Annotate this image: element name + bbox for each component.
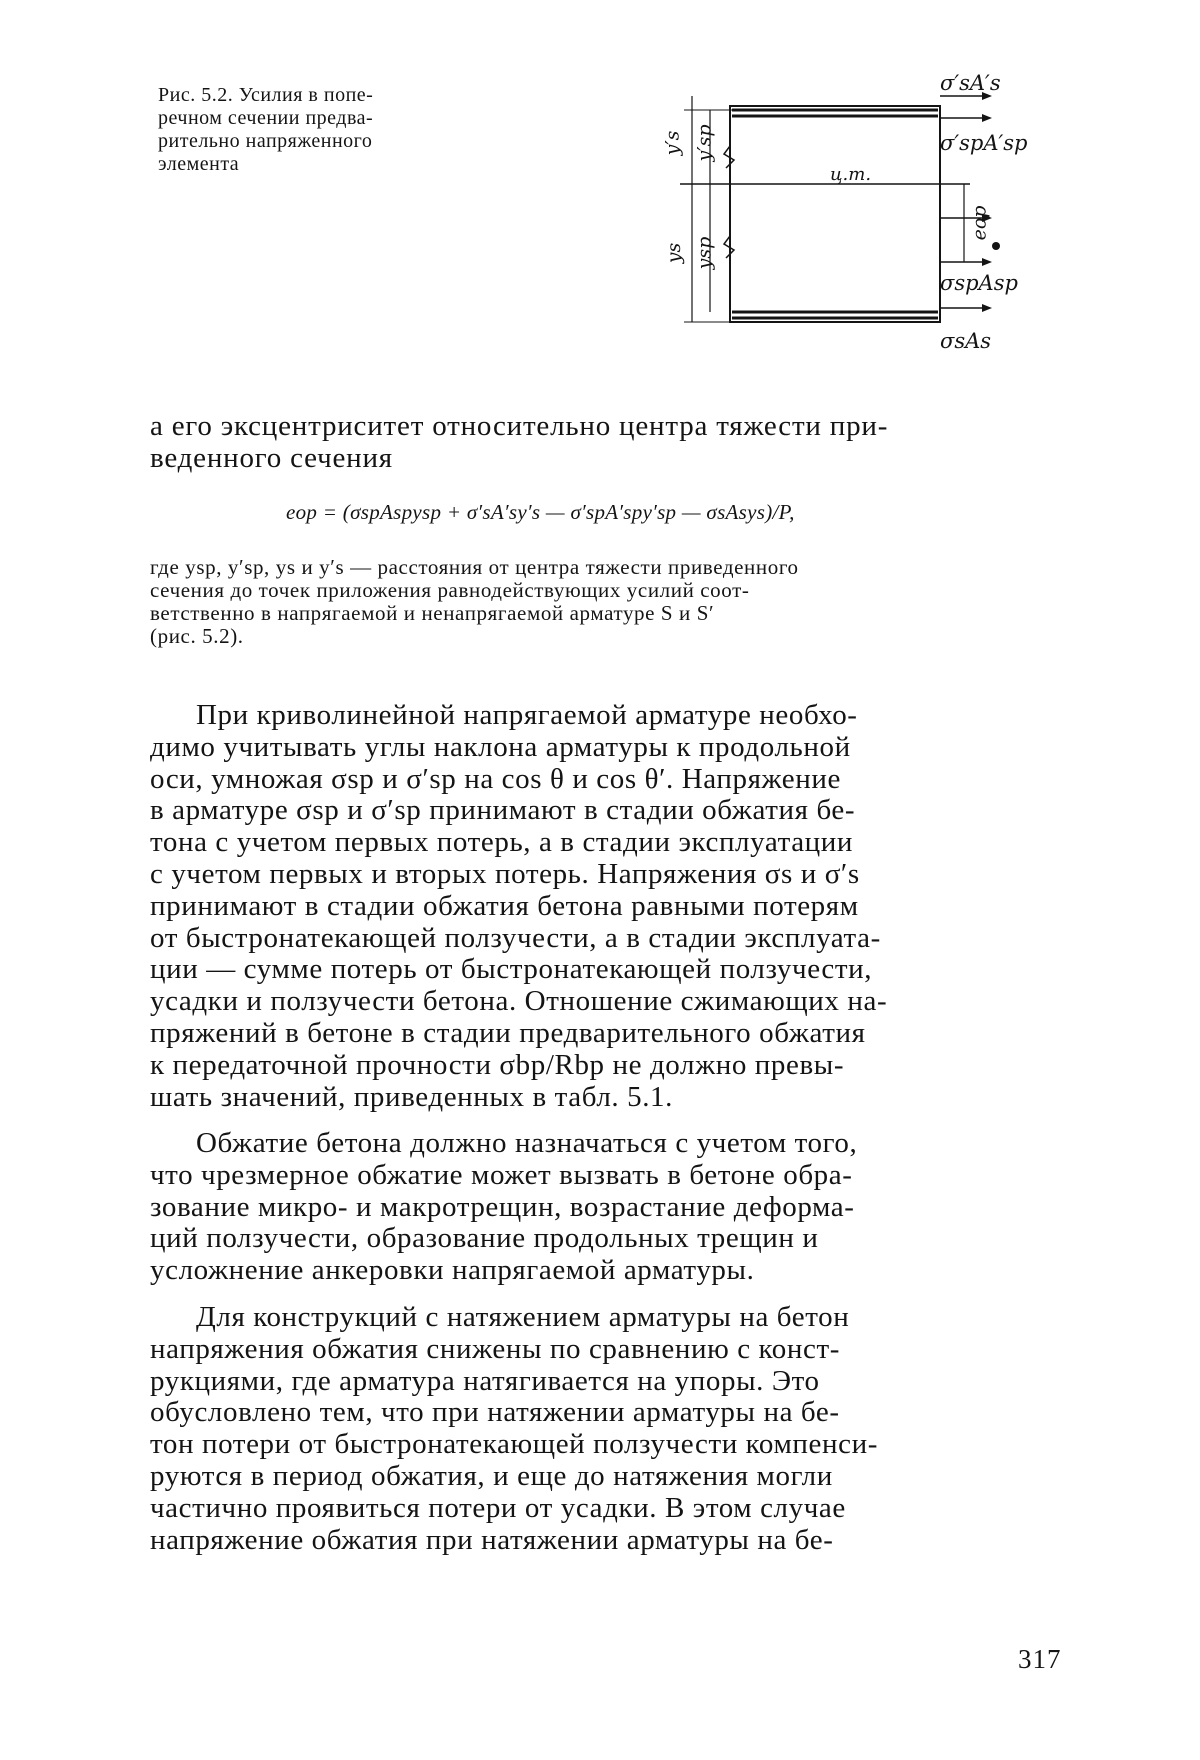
text-line: веденного сечения xyxy=(150,442,393,474)
text-line: усложнение анкеровки напрягаемой арматуры. xyxy=(150,1254,755,1287)
text-line: димо учитывать углы наклона арматуры к продольной xyxy=(150,730,851,763)
caption-line: речном сечении предва- xyxy=(158,107,374,129)
text-line: в арматуре σsp и σ′sp принимают в стадии обжатия бе- xyxy=(150,794,856,827)
centroid-label: ц.т. xyxy=(830,164,872,185)
text-line: напряжение обжатия при натяжении арматуры на бе- xyxy=(150,1523,834,1556)
text-line: оси, умножая σsp и σ′sp на cos θ и cos θ′. Напряжение xyxy=(150,762,841,795)
figure-caption xyxy=(158,84,508,176)
note-line: (рис. 5.2). xyxy=(150,624,244,648)
e-op-label: eop xyxy=(968,205,991,241)
caption-line: Рис. 5.2. Усилия в попе- xyxy=(158,84,374,106)
text-line: напряжения обжатия снижены по сравнению с конст- xyxy=(150,1332,840,1365)
sigma-sp-label: σspAsp xyxy=(940,271,1018,295)
text-line: пряжений в бетоне в стадии предварительного обжатия xyxy=(150,1016,866,1049)
caption-line: рительно напряженного xyxy=(158,130,373,152)
y-s-label: ys xyxy=(663,242,686,264)
text-line: от быстронатекающей ползучести, а в стадии эксплуата- xyxy=(150,921,881,954)
intro-paragraph xyxy=(150,410,1070,474)
cross-section-figure xyxy=(640,66,1070,366)
note-line: где ysp, y′sp, ys и y′s — расстояния от центра тяжести приведенного xyxy=(150,555,799,579)
sigma-sp-prime-label: σ′spA′sp xyxy=(940,131,1028,155)
note-line: ветственно в напрягаемой и ненапрягаемой арматуре S и S′ xyxy=(150,601,715,625)
text-line: к передаточной прочности σbp/Rbp не должно превы- xyxy=(150,1048,845,1081)
text-line: зование микро- и макротрещин, возрастание деформа- xyxy=(150,1190,855,1223)
text-line: Для конструкций с натяжением арматуры на бетон xyxy=(196,1301,850,1333)
cross-section-drawing xyxy=(640,66,1070,366)
text-line: При криволинейной напрягаемой арматуре необхо- xyxy=(196,699,858,731)
text-line: а его эксцентриситет относительно центра тяжести при- xyxy=(150,410,889,442)
caption-line: элемента xyxy=(158,153,240,175)
paragraph-curved-tendons xyxy=(150,700,1070,1113)
text-line: усадки и ползучести бетона. Отношение сжимающих на- xyxy=(150,985,888,1018)
sigma-s-label: σsAs xyxy=(940,329,992,353)
note-line: сечения до точек приложения равнодействующих усилий соот- xyxy=(150,578,750,602)
text-line: ции — сумме потерь от быстронатекающей ползучести, xyxy=(150,953,873,986)
text-line: Обжатие бетона должно назначаться с учетом того, xyxy=(196,1127,858,1159)
paragraph-compression-limits xyxy=(150,1128,1070,1287)
text-line: тон потери от быстронатекающей ползучести компенси- xyxy=(150,1428,878,1461)
text-line: шать значений, приведенных в табл. 5.1. xyxy=(150,1080,673,1113)
text-line: рукциями, где арматура натягивается на упоры. Это xyxy=(150,1364,820,1397)
text-line: руются в период обжатия, и еще до натяжения могли xyxy=(150,1459,833,1492)
text-line: с учетом первых и вторых потерь. Напряжения σs и σ′s xyxy=(150,857,860,890)
text-line: ций ползучести, образование продольных трещин и xyxy=(150,1222,819,1255)
page-number: 317 xyxy=(1018,1644,1062,1674)
text-line: обусловлено тем, что при натяжении арматуры на бе- xyxy=(150,1396,840,1429)
sigma-s-prime-label: σ′sA′s xyxy=(940,71,1001,95)
y-s-prime-label: y′s xyxy=(661,130,684,156)
eccentricity-formula: eop = (σspAspysp + σ′sA′sy′s — σ′spA′spy′sp — σsAsys)/P, xyxy=(286,500,795,524)
definition-note xyxy=(150,556,1070,648)
y-sp-label: ysp xyxy=(693,236,716,270)
text-line: что чрезмерное обжатие может вызвать в бетоне обра- xyxy=(150,1158,853,1191)
text-line: принимают в стадии обжатия бетона равными потерям xyxy=(150,889,859,922)
section-outline xyxy=(730,106,940,322)
text-line: тона с учетом первых потерь, а в стадии эксплуатации xyxy=(150,826,854,859)
force-point xyxy=(992,242,1000,250)
paragraph-tensioning-on-concrete xyxy=(150,1302,1070,1556)
y-sp-prime-label: y′sp xyxy=(693,124,716,162)
text-line: частично проявиться потери от усадки. В этом случае xyxy=(150,1491,846,1524)
